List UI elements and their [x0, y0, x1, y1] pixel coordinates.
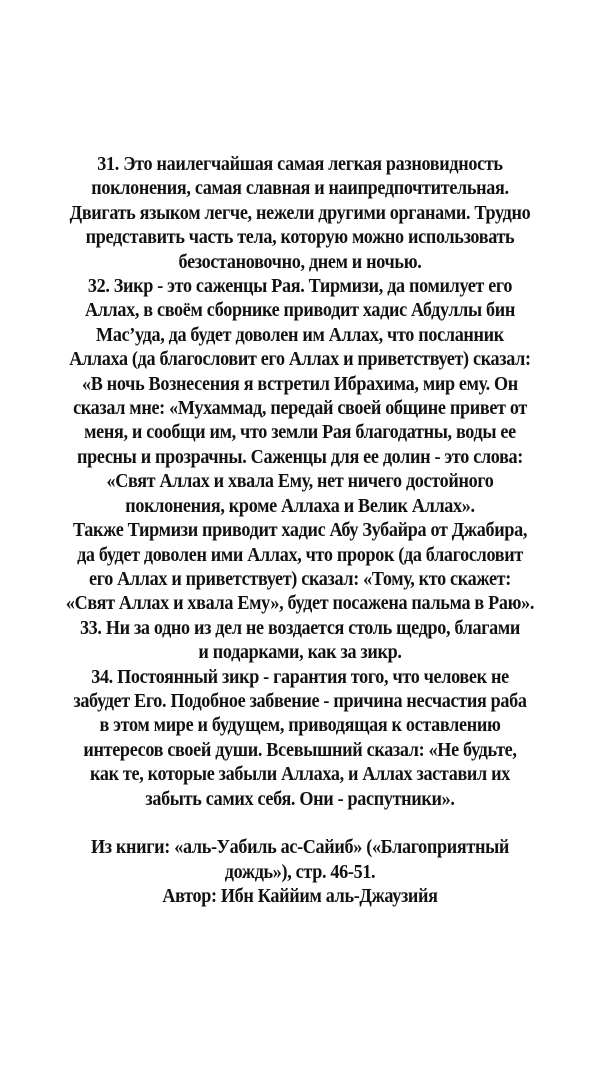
text-line: 31. Это наилегчайшая самая легкая разновидность	[97, 154, 503, 175]
text-line: как те, которые забыли Аллаха, и Аллах заставил их	[90, 764, 510, 786]
text-line: «Свят Аллах и хвала Ему», будет посажена пальма в Раю».	[65, 593, 535, 615]
spacer	[21, 812, 579, 836]
text-line: забудет Его. Подобное забвение - причина несчастия раба	[73, 690, 527, 712]
text-line: меня, и сообщи им, что земли Рая благодатны, воды ее	[84, 422, 516, 444]
text-line: поклонения, кроме Аллаха и Велик Аллах».	[125, 495, 475, 517]
paragraph-31	[21, 153, 579, 275]
source-citation	[21, 836, 579, 909]
text-line: Аллах, в своём сборнике приводит хадис Абдуллы бин	[84, 300, 516, 322]
author-line: Автор: Ибн Каййим аль-Джаузийя	[162, 886, 438, 908]
document-page	[21, 153, 579, 910]
text-line: безостановочно, днем и ночью.	[178, 251, 422, 273]
text-line: представить часть тела, которую можно использовать	[85, 227, 515, 249]
text-line: пресны и прозрачны. Саженцы для ее долин - это слова:	[76, 446, 524, 468]
text-line: сказал мне: «Мухаммад, передай своей общине привет от	[73, 398, 527, 420]
text-line: Аллаха (да благословит его Аллах и приветствует) сказал:	[69, 349, 531, 371]
text-line: Также Тирмизи приводит хадис Абу Зубайра от Джабира,	[72, 520, 528, 542]
citation-line: дождь»), стр. 46-51.	[224, 861, 376, 883]
text-line: и подарками, как за зикр.	[198, 642, 402, 664]
paragraph-34	[21, 666, 579, 812]
text-line: в этом мире и будущем, приводящая к оставлению	[99, 715, 501, 737]
citation-line: Из книги: «аль-Уабиль ас-Сайиб» («Благоприятный	[90, 837, 510, 859]
text-line: поклонения, самая славная и наипредпочтительная.	[91, 178, 509, 200]
text-line: Двигать языком легче, нежели другими органами. Трудно	[69, 202, 531, 224]
text-line: «Свят Аллах и хвала Ему, нет ничего достойного	[106, 471, 494, 493]
text-line: 32. Зикр - это саженцы Рая. Тирмизи, да помилует его	[87, 276, 513, 298]
text-line: его Аллах и приветствует) сказал: «Тому, кто скажет:	[89, 568, 511, 590]
text-line: 34. Постоянный зикр - гарантия того, что человек не	[91, 666, 509, 688]
paragraph-32	[21, 275, 579, 617]
text-line: «В ночь Вознесения я встретил Ибрахима, мир ему. Он	[82, 373, 518, 395]
paragraph-33	[21, 617, 579, 666]
text-line: 33. Ни за одно из дел не воздается столь щедро, благами	[79, 617, 521, 639]
text-line: Мас’уда, да будет доволен им Аллах, что посланник	[96, 324, 504, 346]
text-line: забыть самих себя. Они - распутники».	[145, 788, 455, 810]
text-line: да будет доволен ими Аллах, что пророк (да благословит	[77, 544, 523, 566]
text-line: интересов своей души. Всевышний сказал: «Не будьте,	[83, 739, 517, 761]
